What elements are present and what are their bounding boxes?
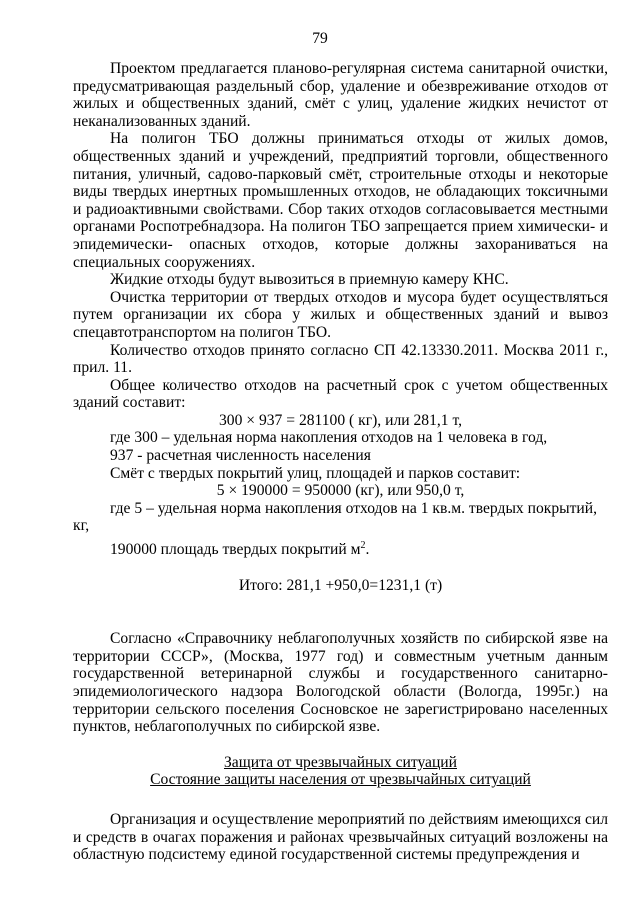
formula-explanation-unit: кг, [73,517,90,535]
paragraph-waste-norms-source: Количество отходов принято согласно СП 42.13330.2011. Москва 2011 г., прил. 11. [73,341,608,377]
paragraph-territory-cleaning: Очистка территории от твердых отходов и мусора будет осуществляться путем организации их сбора у жилых и общественных зданий и вывоз спецавтотранспортом на полигон ТБО. [73,288,608,341]
paragraph-anthrax-reference: Согласно «Справочнику неблагополучных хозяйств по сибирской язве на территории СССР», (Москва, 1977 год) и совместным учетным данным государственной ветеринарной службы и государственного санитарно-эпидемиологического надзора Вологодской области (Вологда, 1995г.) на территории сельского поселения Сосновское не зарегистрировано населенных пунктов, неблагополучных по сибирской язве. [73,630,608,736]
formula-explanation-norm: где 300 – удельная норма накопления отходов на 1 человека в год, [110,429,548,447]
formula-explanation-population: 937 - расчетная численность населения [110,447,371,465]
formula-household-waste: 300 × 937 = 281100 ( кг), или 281,1 т, [218,411,462,429]
heading-emergency-protection: Защита от чрезвычайных ситуаций [223,753,457,771]
total-waste: Итого: 281,1 +950,0=1231,1 (т) [238,576,443,594]
paragraph-sanitary-system: Проектом предлагается планово-регулярная система санитарной очистки, предусматривающая раздельный сбор, удаление и обезвреживание отходов от жилых и общественных зданий, смёт с улиц, удаление жидких нечистот от неканализованных зданий. [73,60,608,130]
formula-explanation-area [73,541,608,559]
page-number: 79 [312,30,328,47]
paragraph-street-sweepings: Смёт с твердых покрытий улиц, площадей и парков составит: [110,464,521,482]
paragraph-total-waste-intro: Общее количество отходов на расчетный срок с учетом общественных зданий составит: [73,376,608,412]
area-superscript: 2 [360,539,366,551]
paragraph-landfill-rules: На полигон ТБО должны приниматься отходы от жилых домов, общественных зданий и учреждений, предприятий торговли, общественного питания, уличный, садово-парковый смёт, строительные отходы и некоторые виды твердых инертных промышленных отходов, не обладающих токсичными и радиоактивными свойствами. Сбор таких отходов согласовывается местными органами Роспотребнадзора. На полигон ТБО запрещается прием химически- и эпидемически- опасных отходов, которые должны захораниваться на специальных сооружениях. [73,130,608,271]
paragraph-liquid-waste: Жидкие отходы будут вывозиться в приемную камеру КНС. [110,271,509,289]
area-text: 190000 площадь твердых покрытий м [110,541,361,559]
area-period: . [365,541,370,559]
paragraph-emergency-organization: Организация и осуществление мероприятий по действиям имеющихся сил и средств в очагах поражения и районах чрезвычайных ситуаций возложены на областную подсистему единой государственной системы предупреждения и [73,810,608,864]
heading-population-protection: Состояние защиты населения от чрезвычайных ситуаций [150,771,531,789]
formula-street-sweepings: 5 × 190000 = 950000 (кг), или 950,0 т, [216,482,465,500]
formula-explanation-area-norm: где 5 – удельная норма накопления отходов на 1 кв.м. твердых покрытий, [110,499,598,517]
page-body [73,60,608,864]
